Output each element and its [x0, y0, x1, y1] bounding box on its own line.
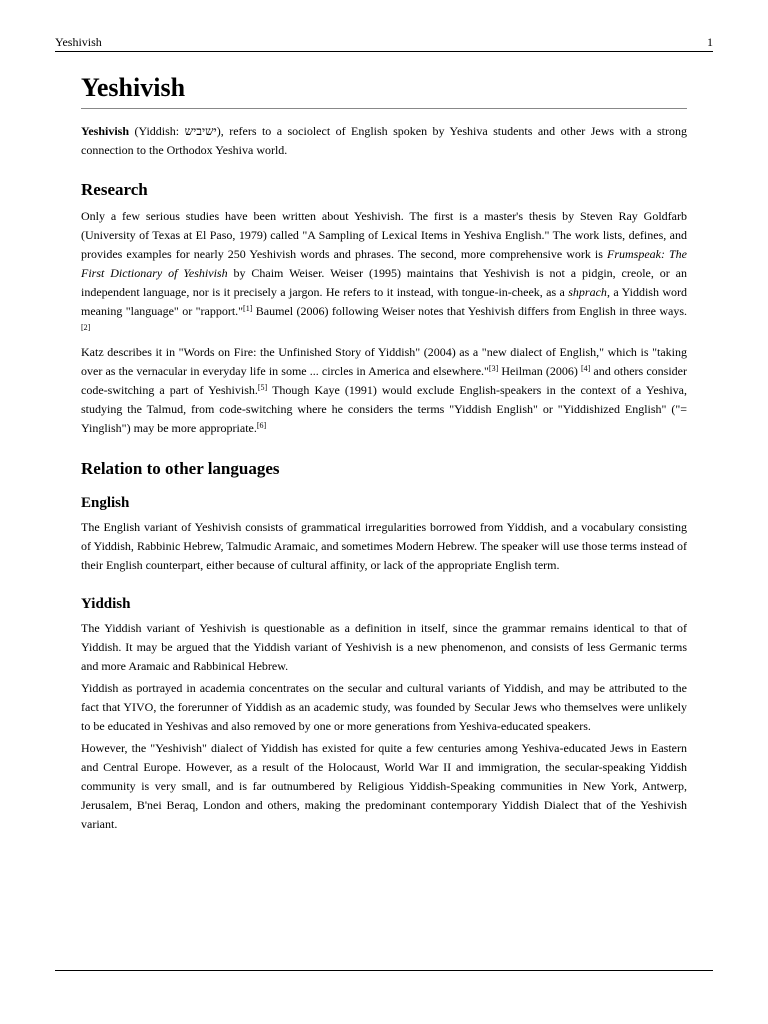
footer-rule: [55, 970, 713, 971]
yiddish-paragraph-3: However, the "Yeshivish" dialect of Yiddish has existed for quite a few centuries among Yeshiva-educated Jews in Eastern and Central Europe. However, as a result of the Holocaust, World War II and immigration, the secular-speaking Yiddish community is very small, and is far outnumbered by Religious Yiddish-Speaking communities in New York, Antwerp, Jerusalem, B'nei Beraq, London and others, making the predominant contemporary Yiddish Dialect that of the Yeshivish variant.: [81, 740, 687, 831]
lead-rest: ), refers to a sociolect of English spoken by Yeshiva students and other Jews with a strong connection to the Orthodox Yeshiva world.: [81, 124, 688, 158]
citation-link-5[interactable]: [5]: [257, 383, 268, 393]
subsection-heading-yiddish: Yiddish: [81, 595, 131, 612]
research-shprach-term: shprach: [568, 285, 607, 300]
research-p2-text-1: Katz describes it in "Words on Fire: the Unfinished Story of Yiddish" (2004) as a "new dialect of English," which is "taking over as the vernacular in everyday life in some ... circles in America and elsewhere.": [81, 345, 687, 379]
research-p1-text-1: Only a few serious studies have been written about Yeshivish. The first is a master's thesis by Steven Ray Goldfarb (University of Texas at El Paso, 1979) called "A Sampling of Lexical Items in Yeshiva English." The work lists, defines, and provides examples for nearly 250 Yeshivish words and phrases. The second, more comprehensive work is: [81, 209, 687, 262]
research-paragraph-2: [81, 343, 687, 438]
research-book-title: Frumspeak: The First Dictionary of Yeshivish: [81, 247, 688, 281]
research-p2-text-4: Though Kaye (1991) would exclude English-speakers in the context of a Yeshiva, studying the Talmud, from code-switching where he considers the terms "Yiddish English" or "Yiddishized English" ("= Yinglish") may be more appropriate.: [81, 383, 687, 436]
citation-link-1[interactable]: [1]: [243, 304, 253, 314]
citation-link-6[interactable]: [6]: [256, 421, 267, 431]
english-paragraph-1: The English variant of Yeshivish consists of grammatical irregularities borrowed from Yiddish, and a vocabulary consisting of Yiddish, Rabbinic Hebrew, Talmudic Aramaic, and sometimes Modern Hebrew. The speaker will use those terms instead of their English counterpart, either because of cultural affinity, or lack of the appropriate English term.: [81, 519, 687, 572]
lead-paren-open: (Yiddish:: [129, 124, 185, 139]
subsection-heading-english: English: [81, 494, 130, 511]
running-header: [55, 35, 713, 52]
research-p1-text-4: Baumel (2006) following Weiser notes that Yeshivish differs from English in three ways.: [252, 304, 687, 319]
article-body: [81, 70, 687, 837]
research-p2-text-2: Heilman (2006): [498, 364, 581, 379]
running-header-title: Yeshivish: [55, 35, 102, 49]
research-p2-text-3: and others consider code-switching a part of Yeshivish.: [81, 364, 687, 398]
section-heading-research: Research: [81, 180, 148, 200]
lead-term: Yeshivish: [81, 124, 130, 139]
section-heading-relation: Relation to other languages: [81, 459, 280, 479]
yiddish-paragraph-2: Yiddish as portrayed in academia concentrates on the secular and cultural variants of Yiddish, and may be attributed to the fact that YIVO, the forerunner of Yiddish as an academic study, was founded by Secular Jews who themselves were unlikely to be educated in Yeshivas and also removed by one or more generations from Yeshiva-educated speakers.: [81, 680, 687, 733]
yiddish-paragraph-1: The Yiddish variant of Yeshivish is questionable as a definition in itself, since the grammar remains identical to that of Yiddish. It may be argued that the Yiddish variant of Yeshivish is a new phenomenon, and consists of less Germanic terms and more Aramaic and Rabbinical Hebrew.: [81, 620, 687, 673]
article-title: Yeshivish: [81, 70, 687, 109]
research-paragraph-1: [81, 207, 687, 340]
lead-paragraph: [81, 122, 687, 160]
research-p1-text-3: , a Yiddish word meaning "language" or "rapport.": [81, 285, 687, 319]
research-p1-text-2: by Chaim Weiser. Weiser (1995) maintains that Yeshivish is not a pidgin, creole, or an independent language, nor is it precisely a jargon. He refers to it instead, with tongue-in-cheek, as a: [81, 266, 687, 300]
citation-link-2[interactable]: [2]: [81, 323, 91, 333]
page-number: 1: [707, 35, 713, 49]
lead-hebrew-term: ישיביש: [184, 124, 217, 139]
citation-link-4[interactable]: [4]: [580, 364, 591, 374]
citation-link-3[interactable]: [3]: [488, 364, 499, 374]
